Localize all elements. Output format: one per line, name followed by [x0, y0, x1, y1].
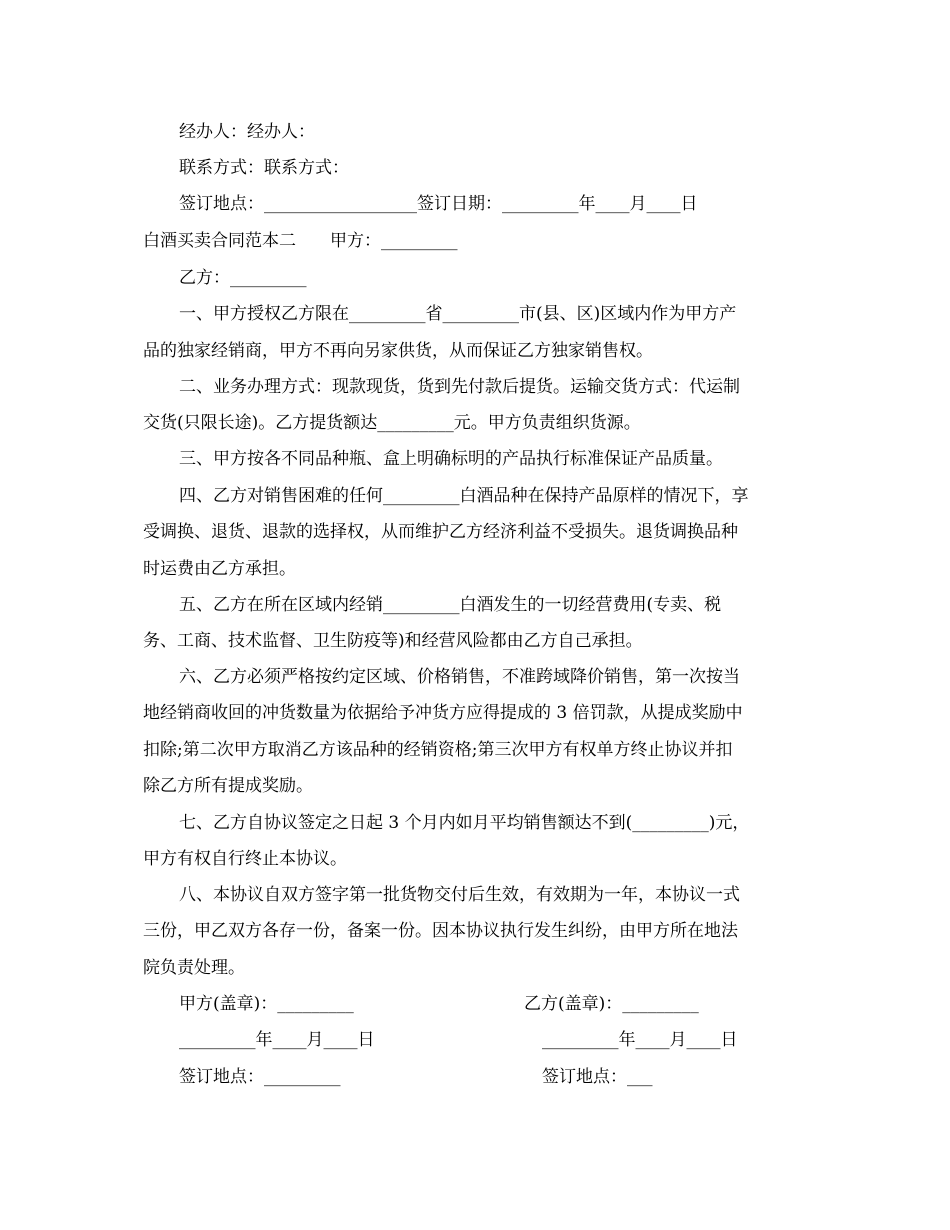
sign-place-date-line: 签订地点：__________________签订日期：_________年____月____日 [179, 194, 698, 214]
party-a-date: _________年____月____日 [179, 1030, 375, 1050]
party-b-sign-place: 签订地点：___ [542, 1067, 653, 1087]
clause-5-line-1: 五、乙方在所在区域内经销_________白酒发生的一切经营费用(专卖、税 [179, 595, 722, 615]
clause-4-line-1: 四、乙方对销售困难的任何_________白酒品种在保持产品原样的情况下，享 [179, 486, 749, 506]
party-a-sign-place: 签订地点：_________ [179, 1067, 341, 1087]
clause-4-line-2: 受调换、退货、退款的选择权，从而维护乙方经济利益不受损失。退货调换品种 [143, 522, 738, 542]
party-b-seal: 乙方(盖章)：_________ [524, 994, 699, 1014]
document-title-line: 白酒买卖合同范本二 甲方：_________ [143, 231, 458, 251]
party-b-line: 乙方：_________ [179, 268, 307, 288]
clause-6-line-2: 地经销商收回的冲货数量为依据给予冲货方应得提成的 3 倍罚款，从提成奖励中 [143, 703, 743, 723]
contact-line: 联系方式：联系方式： [179, 158, 349, 178]
clause-4-line-3: 时运费由乙方承担。 [143, 559, 296, 579]
clause-5-line-2: 务、工商、技术监督、卫生防疫等)和经营风险都由乙方自己承担。 [143, 631, 643, 651]
clause-1-line-2: 品的独家经销商，甲方不再向另家供货，从而保证乙方独家销售权。 [143, 341, 653, 361]
clause-2-line-2: 交货(只限长途)。乙方提货额达_________元。甲方负责组织货源。 [143, 413, 641, 433]
clause-7-line-1: 七、乙方自协议签定之日起 3 个月内如月平均销售额达不到(_________)元， [179, 813, 750, 833]
clause-1-line-1: 一、甲方授权乙方限在_________省_________市(县、区)区域内作为甲方产 [179, 304, 737, 324]
clause-7-line-2: 甲方有权自行终止本协议。 [143, 849, 347, 869]
party-a-seal: 甲方(盖章)：_________ [179, 994, 354, 1014]
clause-6-line-3: 扣除;第二次甲方取消乙方该品种的经销资格;第三次甲方有权单方终止协议并扣 [143, 740, 733, 760]
clause-2-line-1: 二、业务办理方式：现款现货，货到先付款后提货。运输交货方式：代运制 [179, 377, 740, 397]
agent-line: 经办人：经办人： [179, 122, 315, 142]
clause-8-line-2: 三份，甲乙双方各存一份，备案一份。因本协议执行发生纠纷，由甲方所在地法 [143, 921, 738, 941]
clause-8-line-1: 八、本协议自双方签字第一批货物交付后生效，有效期为一年，本协议一式 [179, 885, 740, 905]
clause-6-line-1: 六、乙方必须严格按约定区域、价格销售，不准跨域降价销售，第一次按当 [179, 667, 740, 687]
clause-8-line-3: 院负责处理。 [143, 958, 245, 978]
party-b-date: _________年____月____日 [542, 1030, 738, 1050]
clause-3-line-1: 三、甲方按各不同品种瓶、盒上明确标明的产品执行标准保证产品质量。 [179, 449, 723, 469]
clause-6-line-4: 除乙方所有提成奖励。 [143, 776, 313, 796]
